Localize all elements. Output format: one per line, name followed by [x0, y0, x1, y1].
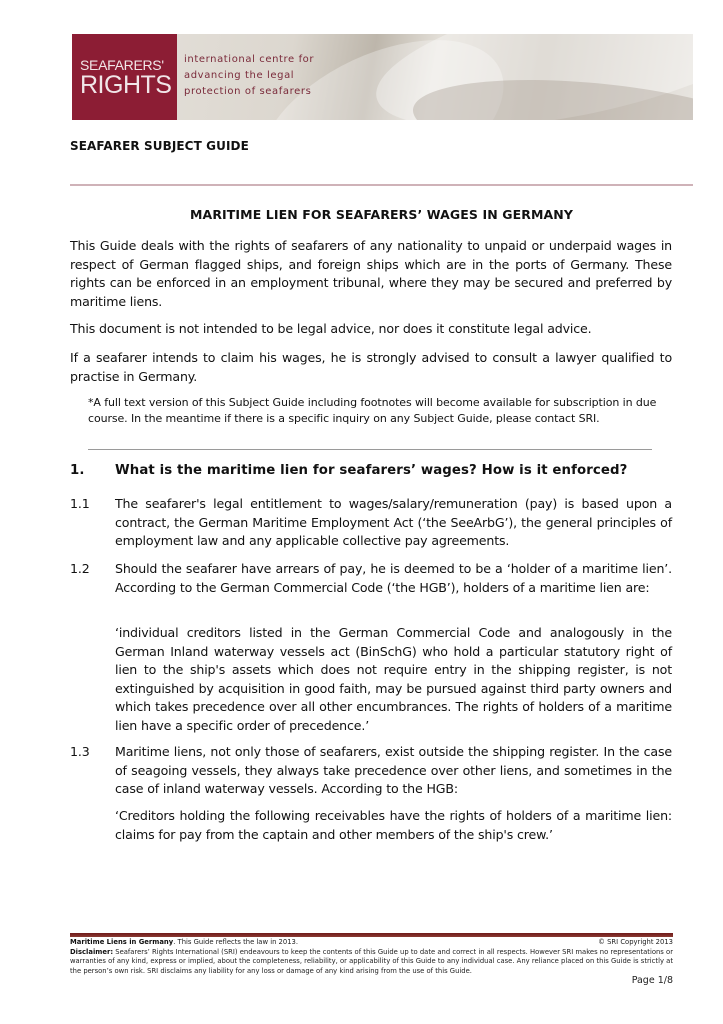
footer-title-rest: . This Guide reflects the law in 2013. [173, 938, 299, 946]
page-title: MARITIME LIEN FOR SEAFARERS’ WAGES IN GERMANY [190, 207, 573, 222]
block-quote: ‘individual creditors listed in the German Commercial Code and analogously in the German Inland waterway vessels act (BinSchG) who hold a particular statutory right of lien to the ship's assets which does not require entry in the shipping register, is not extinguished by acquisition in good faith, may be pursued against third party owners and which takes precedence over all other encumbrances. The rights of holders of a maritime lien have a specific order of precedence.’ [115, 625, 672, 733]
tagline-line: international centre for [184, 54, 315, 65]
logo-text-line1: SEAFARERS' [80, 56, 164, 73]
footnote-note: *A full text version of this Subject Guide including footnotes will become available for subscription in due course. In the meantime if there is a specific inquiry on any Subject Guide, please contact SRI. [88, 396, 657, 425]
item-text: Should the seafarer have arrears of pay, he is deemed to be a ‘holder of a maritime lien’. According to the German Commercial Code (‘the HGB’), holders of a maritime lien are: [115, 561, 672, 595]
disclaimer-label: Disclaimer: [70, 947, 114, 956]
tagline-line: protection of seafarers [184, 86, 312, 97]
item-number: 1.1 [70, 496, 90, 511]
intro-paragraph: This Guide deals with the rights of seafarers of any nationality to unpaid or underpaid wages in respect of German flagged ships, and foreign ships which are in the ports of Germany. These rights can be enforced in an employment tribunal, where they may be secured and preferred by maritime liens. [70, 238, 672, 309]
item-number: 1.3 [70, 744, 90, 759]
divider [88, 449, 652, 450]
item-text: Maritime liens, not only those of seafarers, exist outside the shipping register. In the case of seagoing vessels, they always take precedence over other liens, and sometimes in the case of inland waterway vessels. According to the HGB: [115, 744, 672, 796]
numbered-item [70, 743, 672, 799]
intro-paragraph: If a seafarer intends to claim his wages, he is strongly advised to consult a lawyer qualified to practise in Germany. [70, 350, 672, 384]
tagline-line: advancing the legal [184, 70, 295, 81]
disclaimer [70, 948, 673, 977]
document-kicker: SEAFARER SUBJECT GUIDE [70, 139, 249, 153]
item-number: 1.2 [70, 561, 90, 576]
page-number: Page 1/8 [631, 975, 673, 986]
copyright: © SRI Copyright 2013 [598, 938, 673, 946]
disclaimer-text: Seafarers’ Rights International (SRI) endeavours to keep the contents of this Guide up to date and correct in all respects. However SRI makes no representations or warranties of any kind, express or implied, about the completeness, reliability, or applicability of this Guide to any individual case. Any reliance placed on this Guide is strictly at the person’s own risk. SRI disclaims any liability for any loss or damage of any kind arising from the use of this Guide. [70, 947, 673, 975]
section-title: What is the maritime lien for seafarers’ wages? How is it enforced? [115, 463, 628, 478]
footer-title-line [70, 938, 673, 948]
header-banner [72, 34, 693, 120]
footer-divider [70, 933, 673, 937]
numbered-item [70, 560, 672, 597]
footer [70, 938, 673, 976]
tagline [184, 52, 314, 100]
section-heading [70, 463, 627, 478]
block-quote: ‘Creditors holding the following receivables have the rights of holders of a maritime lien: claims for pay from the captain and other members of the ship's crew.’ [115, 808, 672, 842]
footer-title: Maritime Liens in Germany [70, 938, 174, 946]
intro-paragraph: This document is not intended to be legal advice, nor does it constitute legal advice. [70, 321, 592, 336]
divider [70, 184, 693, 186]
numbered-item [70, 495, 672, 551]
logo [72, 34, 177, 120]
item-text: The seafarer's legal entitlement to wages/salary/remuneration (pay) is based upon a contract, the German Maritime Employment Act (‘the SeeArbG’), the general principles of employment law and any applicable collective pay agreements. [115, 496, 672, 548]
logo-text-line2: RIGHTS [80, 70, 172, 99]
section-number: 1. [70, 463, 85, 478]
